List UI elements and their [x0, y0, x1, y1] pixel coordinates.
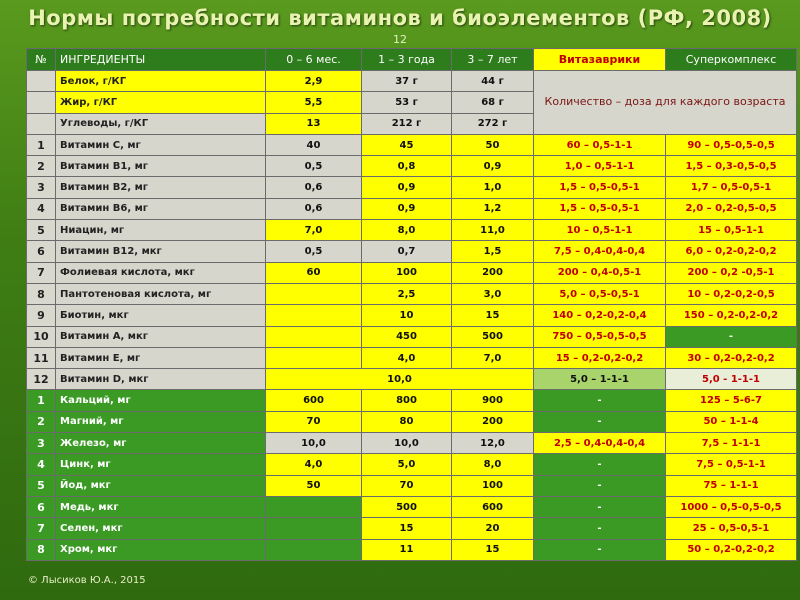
value-superkompleks: 125 – 5-6-7	[666, 390, 797, 411]
value-vitazavriki: 200 – 0,4-0,5-1	[534, 262, 666, 283]
value-1-3y: 500	[362, 496, 452, 517]
value-vitazavriki: -	[534, 454, 666, 475]
ingredient-name: Белок, г/КГ	[56, 71, 266, 92]
value-superkompleks: 1,5 – 0,3-0,5-0,5	[666, 156, 797, 177]
value-1-3y: 0,9	[362, 198, 452, 219]
ingredient-name: Витамин В2, мг	[56, 177, 266, 198]
row-number: 3	[27, 177, 56, 198]
row-number	[27, 71, 56, 92]
value-1-3y: 37 г	[362, 71, 452, 92]
slide-number: 12	[393, 33, 407, 46]
value-3-7y: 15	[452, 305, 534, 326]
value-0-6m: 5,5	[266, 92, 362, 113]
ingredient-name: Магний, мг	[56, 411, 266, 432]
value-superkompleks: 1,7 – 0,5-0,5-1	[666, 177, 797, 198]
table-row	[27, 262, 797, 283]
value-3-7y: 100	[452, 475, 534, 496]
value-0-6m: 60	[266, 262, 362, 283]
table-row	[27, 411, 797, 432]
value-1-3y: 45	[362, 134, 452, 155]
value-superkompleks: -	[666, 326, 797, 347]
value-superkompleks: 10 – 0,2-0,2-0,5	[666, 283, 797, 304]
value-0-6m: 0,6	[266, 198, 362, 219]
value-0-6m	[266, 326, 362, 347]
value-1-3y: 450	[362, 326, 452, 347]
value-1-3y: 10,0	[362, 433, 452, 454]
table-row	[27, 177, 797, 198]
ingredient-name: Витамин В12, мкг	[56, 241, 266, 262]
row-number: 8	[27, 283, 56, 304]
value-1-3y: 0,7	[362, 241, 452, 262]
value-0-6m	[266, 305, 362, 326]
value-vitazavriki: -	[534, 390, 666, 411]
table-row	[27, 156, 797, 177]
table-row	[27, 433, 797, 454]
value-0-6m: 2,9	[266, 71, 362, 92]
value-vitazavriki: 15 – 0,2-0,2-0,2	[534, 347, 666, 368]
row-number	[27, 113, 56, 134]
value-3-7y: 3,0	[452, 283, 534, 304]
value-3-7y: 900	[452, 390, 534, 411]
value-0-6m	[266, 496, 362, 517]
row-number: 2	[27, 411, 56, 432]
value-vitazavriki: 140 – 0,2-0,2-0,4	[534, 305, 666, 326]
value-superkompleks: 50 – 1-1-4	[666, 411, 797, 432]
value-1-3y: 800	[362, 390, 452, 411]
value-0-6m: 0,6	[266, 177, 362, 198]
row-number: 2	[27, 156, 56, 177]
ingredient-name: Фолиевая кислота, мкг	[56, 262, 266, 283]
value-superkompleks: 15 – 0,5-1-1	[666, 220, 797, 241]
value-1-3y: 8,0	[362, 220, 452, 241]
value-0-6m: 7,0	[266, 220, 362, 241]
value-3-7y: 44 г	[452, 71, 534, 92]
table-row	[27, 347, 797, 368]
ingredient-name: Цинк, мг	[56, 454, 266, 475]
value-0-6m: 0,5	[266, 241, 362, 262]
value-3-7y: 68 г	[452, 92, 534, 113]
table-row	[27, 71, 797, 92]
ingredient-name: Биотин, мкг	[56, 305, 266, 326]
value-superkompleks: 25 – 0,5-0,5-1	[666, 518, 797, 539]
value-vitazavriki: -	[534, 411, 666, 432]
value-0-6m	[266, 347, 362, 368]
value-vitazavriki: 10 – 0,5-1-1	[534, 220, 666, 241]
value-0-6m	[266, 283, 362, 304]
value-vitazavriki: -	[534, 475, 666, 496]
row-number: 11	[27, 347, 56, 368]
table-row	[27, 241, 797, 262]
row-number: 4	[27, 198, 56, 219]
table-row	[27, 390, 797, 411]
row-number: 12	[27, 369, 56, 390]
row-number: 7	[27, 262, 56, 283]
value-vitazavriki: 5,0 – 1-1-1	[534, 369, 666, 390]
table-row	[27, 539, 797, 560]
value-0-6m: 4,0	[266, 454, 362, 475]
ingredient-name: Кальций, мг	[56, 390, 266, 411]
value-superkompleks: 30 – 0,2-0,2-0,2	[666, 347, 797, 368]
value-3-7y: 15	[452, 539, 534, 560]
ingredient-name: Пантотеновая кислота, мг	[56, 283, 266, 304]
value-superkompleks: 90 – 0,5-0,5-0,5	[666, 134, 797, 155]
value-0-6m	[266, 539, 362, 560]
value-1-3y: 0,9	[362, 177, 452, 198]
row-number: 5	[27, 220, 56, 241]
value-3-7y: 20	[452, 518, 534, 539]
header-vitazavriki: Витазаврики	[534, 49, 666, 71]
value-1-3y: 5,0	[362, 454, 452, 475]
ingredient-name: Витамин В1, мг	[56, 156, 266, 177]
value-1-3y: 53 г	[362, 92, 452, 113]
value-superkompleks: 6,0 – 0,2-0,2-0,2	[666, 241, 797, 262]
value-superkompleks: 7,5 – 0,5-1-1	[666, 454, 797, 475]
value-1-3y: 212 г	[362, 113, 452, 134]
value-all-ages: 10,0	[266, 369, 534, 390]
value-3-7y: 1,5	[452, 241, 534, 262]
ingredient-name: Витамин D, мкг	[56, 369, 266, 390]
value-3-7y: 8,0	[452, 454, 534, 475]
ingredient-name: Селен, мкг	[56, 518, 266, 539]
value-vitazavriki: 2,5 – 0,4-0,4-0,4	[534, 433, 666, 454]
table-row	[27, 496, 797, 517]
ingredient-name: Витамин Е, мг	[56, 347, 266, 368]
row-number: 3	[27, 433, 56, 454]
value-vitazavriki: -	[534, 496, 666, 517]
vitamin-norms-table	[26, 48, 797, 561]
value-vitazavriki: 60 – 0,5-1-1	[534, 134, 666, 155]
value-vitazavriki: 7,5 – 0,4-0,4-0,4	[534, 241, 666, 262]
value-superkompleks: 50 – 0,2-0,2-0,2	[666, 539, 797, 560]
value-3-7y: 11,0	[452, 220, 534, 241]
value-3-7y: 1,0	[452, 177, 534, 198]
table-row	[27, 283, 797, 304]
row-number: 4	[27, 454, 56, 475]
value-0-6m: 13	[266, 113, 362, 134]
value-1-3y: 80	[362, 411, 452, 432]
header-age-0-6m: 0 – 6 мес.	[266, 49, 362, 71]
value-0-6m: 50	[266, 475, 362, 496]
table-row	[27, 454, 797, 475]
value-0-6m: 70	[266, 411, 362, 432]
value-vitazavriki: 1,5 – 0,5-0,5-1	[534, 177, 666, 198]
value-0-6m: 40	[266, 134, 362, 155]
value-3-7y: 600	[452, 496, 534, 517]
value-3-7y: 12,0	[452, 433, 534, 454]
row-number	[27, 92, 56, 113]
value-1-3y: 0,8	[362, 156, 452, 177]
ingredient-name: Медь, мкг	[56, 496, 266, 517]
table-row	[27, 134, 797, 155]
value-3-7y: 200	[452, 411, 534, 432]
row-number: 9	[27, 305, 56, 326]
value-3-7y: 7,0	[452, 347, 534, 368]
value-1-3y: 70	[362, 475, 452, 496]
header-superkompleks: Суперкомплекс	[666, 49, 797, 71]
page-title: Нормы потребности витаминов и биоэлементов (РФ, 2008)	[28, 6, 772, 30]
table-header-row	[27, 49, 797, 71]
value-1-3y: 15	[362, 518, 452, 539]
ingredient-name: Витамин А, мкг	[56, 326, 266, 347]
value-1-3y: 4,0	[362, 347, 452, 368]
value-vitazavriki: -	[534, 518, 666, 539]
row-number: 8	[27, 539, 56, 560]
ingredient-name: Витамин С, мг	[56, 134, 266, 155]
value-1-3y: 10	[362, 305, 452, 326]
value-3-7y: 200	[452, 262, 534, 283]
value-1-3y: 100	[362, 262, 452, 283]
value-superkompleks: 5,0 - 1-1-1	[666, 369, 797, 390]
ingredient-name: Ниацин, мг	[56, 220, 266, 241]
value-1-3y: 11	[362, 539, 452, 560]
dose-note: Количество – доза для каждого возраста	[534, 71, 797, 135]
header-age-1-3y: 1 – 3 года	[362, 49, 452, 71]
table-row	[27, 518, 797, 539]
value-superkompleks: 2,0 – 0,2-0,5-0,5	[666, 198, 797, 219]
value-1-3y: 2,5	[362, 283, 452, 304]
value-superkompleks: 150 – 0,2-0,2-0,2	[666, 305, 797, 326]
value-3-7y: 50	[452, 134, 534, 155]
table-row	[27, 475, 797, 496]
row-number: 6	[27, 496, 56, 517]
table-row	[27, 326, 797, 347]
ingredient-name: Железо, мг	[56, 433, 266, 454]
ingredient-name: Йод, мкг	[56, 475, 266, 496]
value-superkompleks: 7,5 – 1-1-1	[666, 433, 797, 454]
ingredient-name: Углеводы, г/КГ	[56, 113, 266, 134]
header-age-3-7y: 3 – 7 лет	[452, 49, 534, 71]
value-0-6m: 0,5	[266, 156, 362, 177]
value-superkompleks: 75 – 1-1-1	[666, 475, 797, 496]
row-number: 1	[27, 390, 56, 411]
ingredient-name: Хром, мкг	[56, 539, 266, 560]
row-number: 1	[27, 134, 56, 155]
table-row	[27, 198, 797, 219]
value-vitazavriki: 1,0 – 0,5-1-1	[534, 156, 666, 177]
row-number: 5	[27, 475, 56, 496]
header-ingredients: ИНГРЕДИЕНТЫ	[56, 49, 266, 71]
value-0-6m: 10,0	[266, 433, 362, 454]
value-0-6m: 600	[266, 390, 362, 411]
value-3-7y: 0,9	[452, 156, 534, 177]
ingredient-name: Жир, г/КГ	[56, 92, 266, 113]
value-vitazavriki: 750 – 0,5-0,5-0,5	[534, 326, 666, 347]
value-vitazavriki: -	[534, 539, 666, 560]
value-superkompleks: 1000 – 0,5-0,5-0,5	[666, 496, 797, 517]
header-number: №	[27, 49, 56, 71]
table-row	[27, 369, 797, 390]
table-row	[27, 220, 797, 241]
value-0-6m	[266, 518, 362, 539]
value-vitazavriki: 1,5 – 0,5-0,5-1	[534, 198, 666, 219]
value-vitazavriki: 5,0 – 0,5-0,5-1	[534, 283, 666, 304]
row-number: 6	[27, 241, 56, 262]
ingredient-name: Витамин В6, мг	[56, 198, 266, 219]
value-3-7y: 1,2	[452, 198, 534, 219]
table-row	[27, 305, 797, 326]
copyright-footer: © Лысиков Ю.А., 2015	[28, 575, 146, 586]
value-superkompleks: 200 – 0,2 -0,5-1	[666, 262, 797, 283]
row-number: 7	[27, 518, 56, 539]
value-3-7y: 272 г	[452, 113, 534, 134]
value-3-7y: 500	[452, 326, 534, 347]
row-number: 10	[27, 326, 56, 347]
